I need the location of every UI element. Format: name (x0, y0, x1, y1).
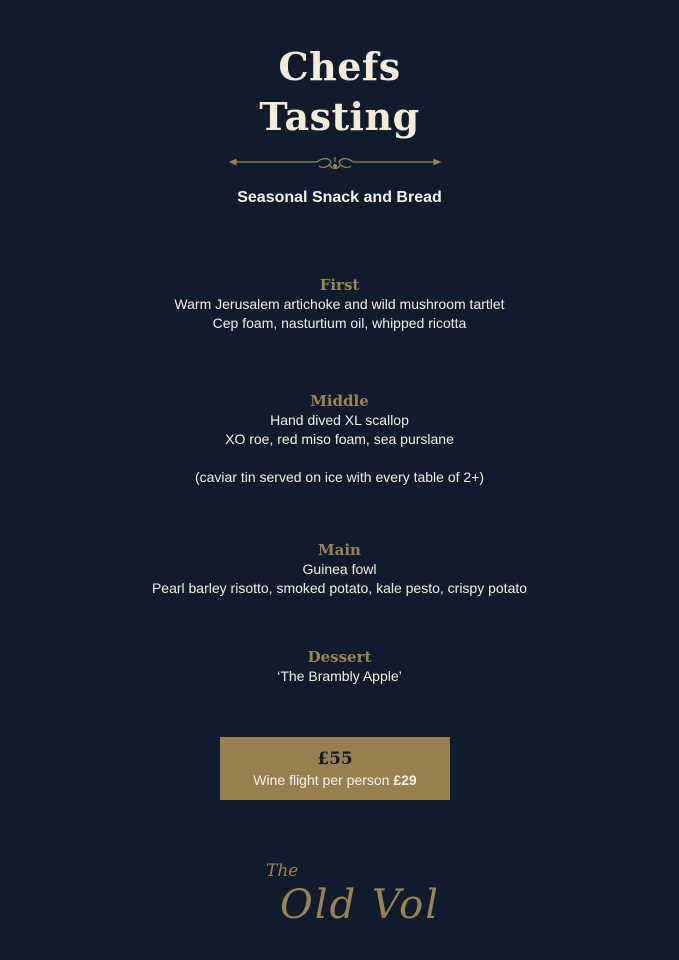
course-main (0, 541, 679, 598)
wine-flight-price (220, 770, 450, 790)
course-name: Main (318, 541, 361, 559)
menu-subtitle: Seasonal Snack and Bread (237, 189, 442, 206)
course-name: Dessert (307, 648, 372, 666)
course-dish: Guinea fowl (302, 561, 377, 577)
price-box (220, 737, 450, 800)
logo-name-text: Old Vol (280, 882, 440, 928)
restaurant-logo (262, 852, 440, 930)
menu-title-line1: Chefs (278, 44, 401, 89)
course-dish-detail: Pearl barley risotto, smoked potato, kale pesto, crispy potato (151, 580, 528, 596)
course-name: Middle (310, 392, 369, 410)
course-dish: ‘The Brambly Apple’ (277, 668, 402, 684)
course-dessert (0, 648, 679, 686)
course-dish-detail: XO roe, red miso foam, sea purslane (225, 431, 454, 447)
course-first (0, 276, 679, 333)
logo-the-text: The (266, 861, 299, 881)
course-name: First (319, 276, 360, 294)
menu-price: £55 (317, 749, 353, 769)
menu-title-line2: Tasting (259, 94, 420, 139)
wine-flight-label: Wine flight per person (253, 772, 394, 788)
course-note: (caviar tin served on ice with every table of 2+) (194, 469, 485, 485)
course-middle (0, 392, 679, 487)
ornament-divider-icon (229, 153, 441, 175)
course-dish: Hand dived XL scallop (270, 412, 409, 428)
course-dish-detail: Cep foam, nasturtium oil, whipped ricotta (212, 315, 467, 331)
course-dish: Warm Jerusalem artichoke and wild mushroom tartlet (174, 296, 505, 312)
wine-flight-amount: £29 (393, 772, 417, 788)
